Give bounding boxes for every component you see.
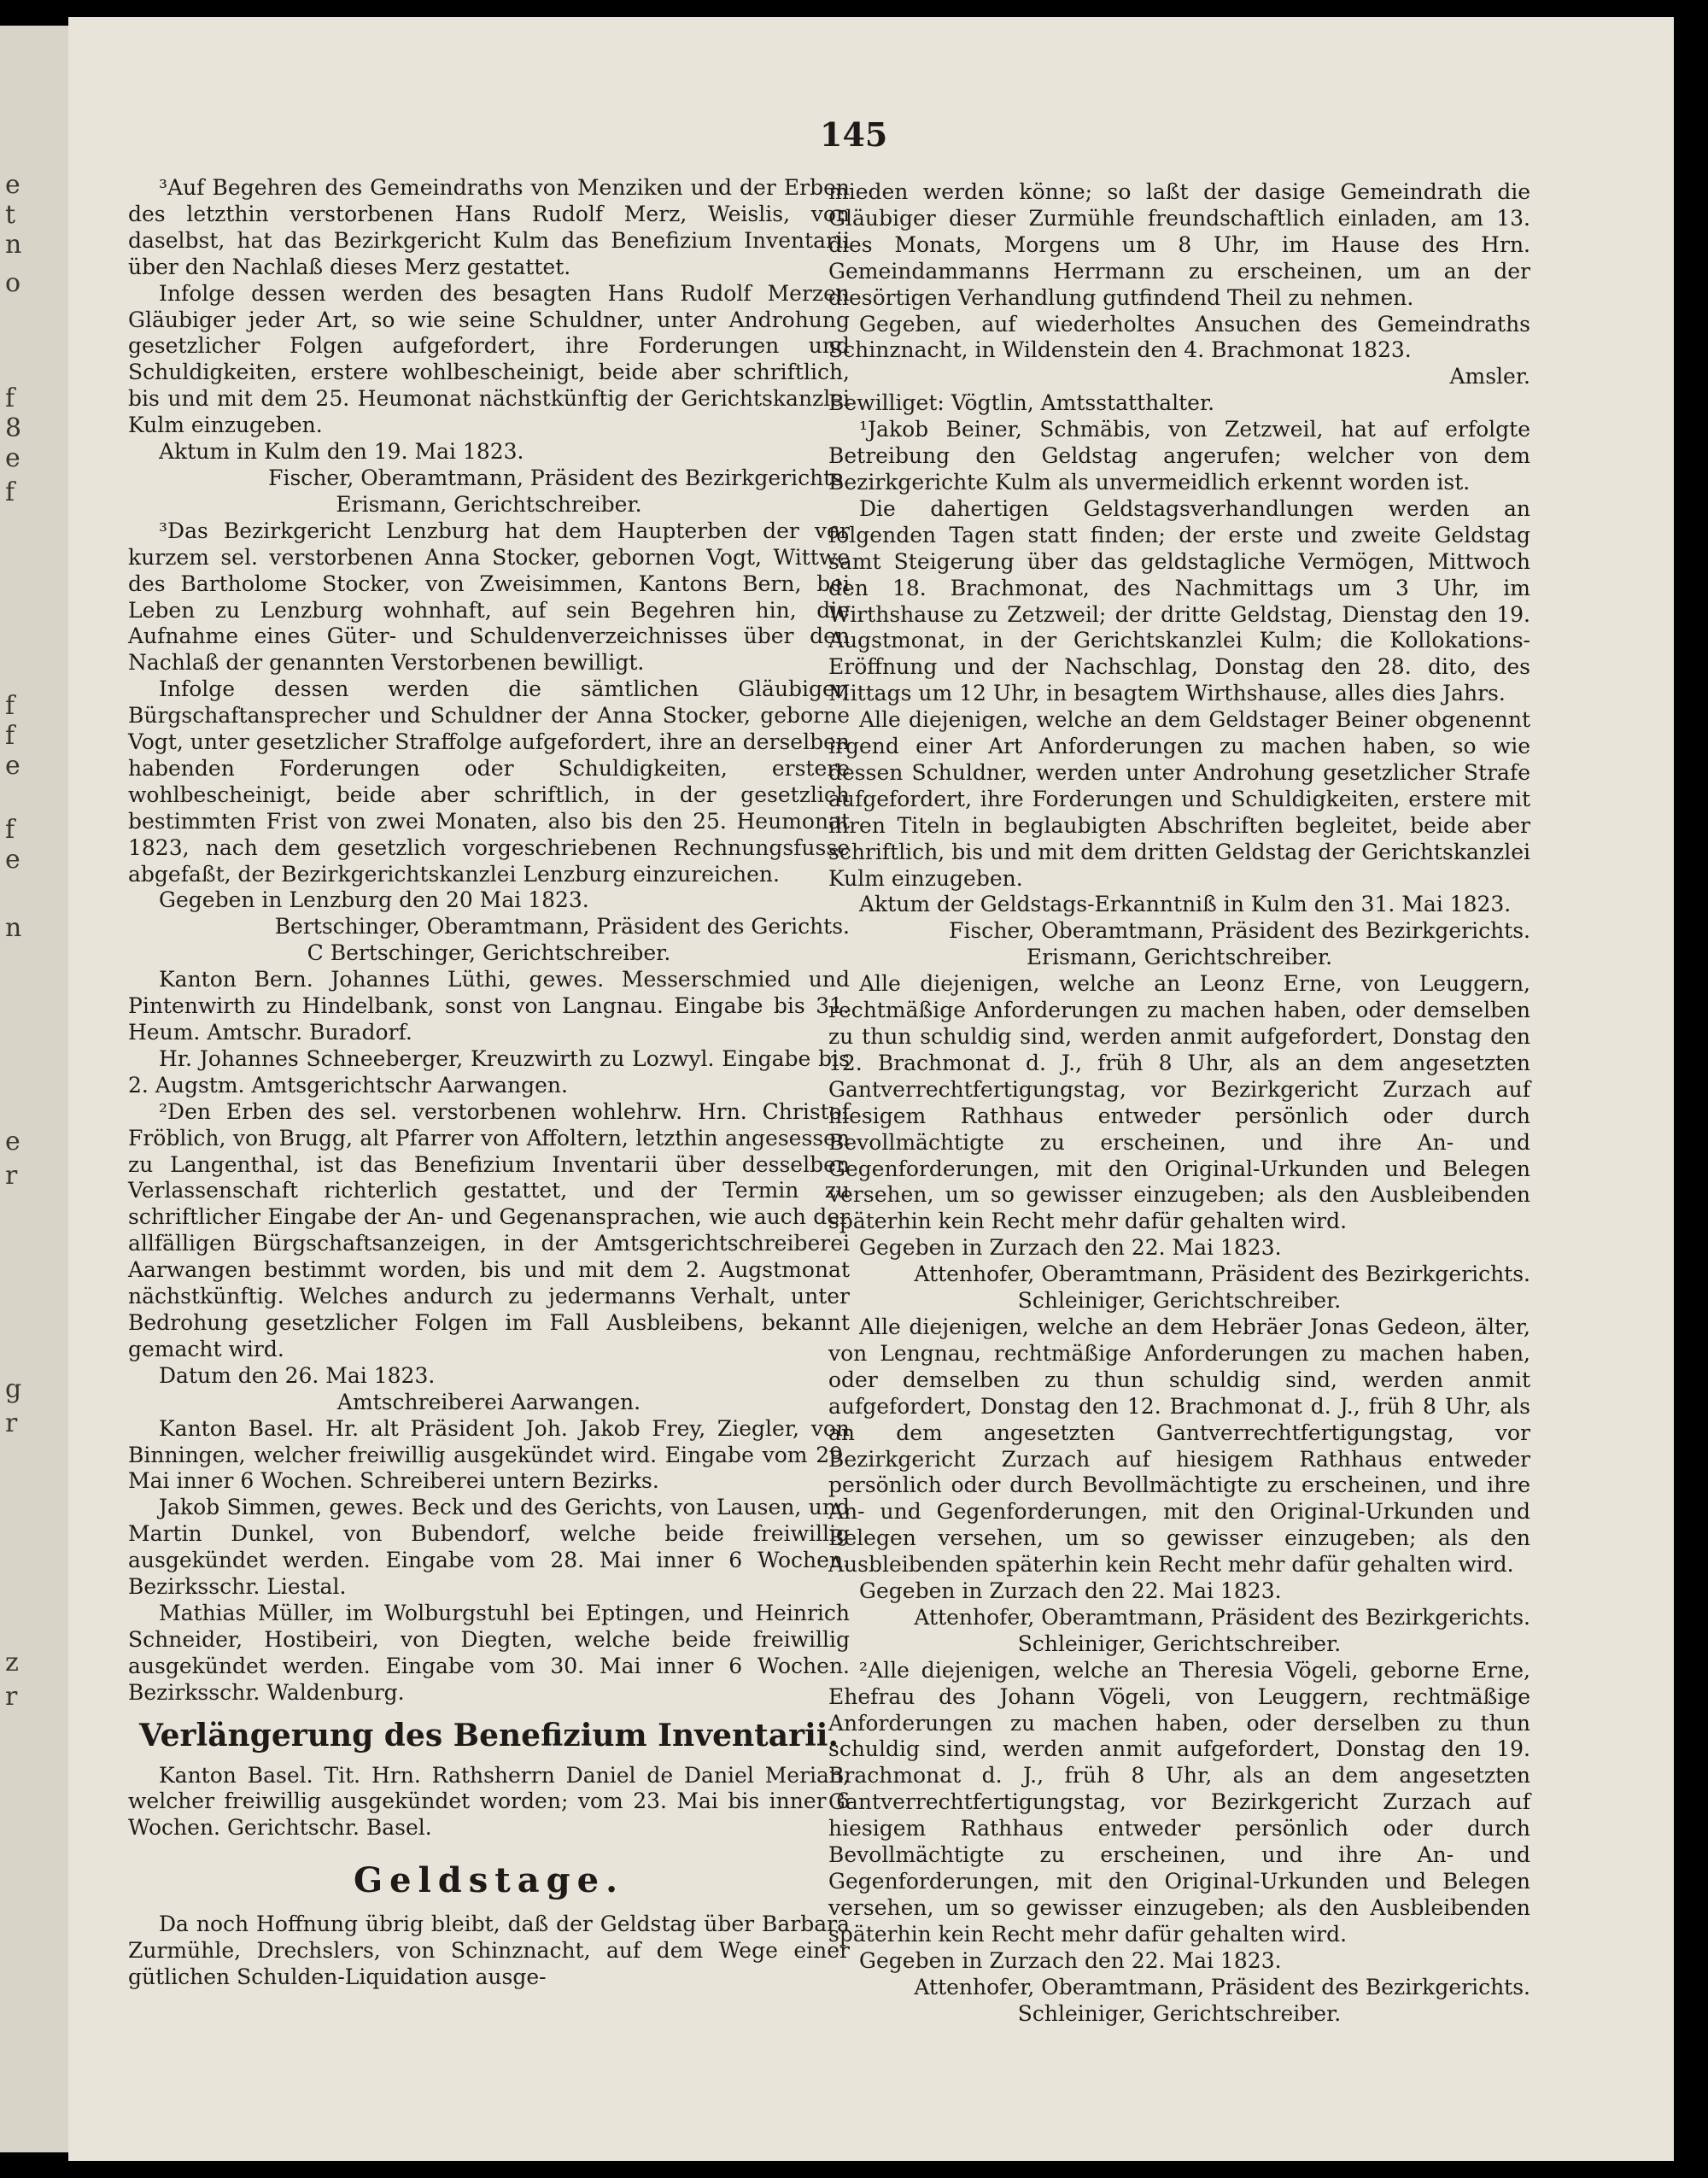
- notice-paragraph: Jakob Simmen, gewes. Beck und des Gerichts, von Lausen, und Martin Dunkel, von Bubendorf, welche beide freiwillig ausgekündet werden. Eingabe vom 28. Mai inner 6 Wochen. Bezirksschr. Liestal.: [128, 1495, 850, 1600]
- notice-paragraph: Kanton Bern. Johannes Lüthi, gewes. Messerschmied und Pintenwirth zu Hindelbank, sonst von Langnau. Eingabe bis 31. Heum. Amtschr. Buradorf.: [128, 967, 850, 1045]
- facing-page-letter: r: [5, 1408, 18, 1438]
- facing-page-letter: e: [5, 751, 20, 781]
- facing-page-letter: r: [5, 1161, 18, 1191]
- section-heading: Verlängerung des Benefizium Inventarii.: [139, 1717, 839, 1754]
- notice-paragraph: ³Das Bezirkgericht Lenzburg hat dem Haupterben der vor kurzem sel. verstorbenen Anna Stocker, gebornen Vogt, Wittwe des Bartholome Stocker, von Zweisimmen, Kantons Bern, bei Leben zu Lenzburg wohnhaft, auf sein Begehren hin, die Aufnahme eines Güter- und Schuldenverzeichnisses über den Nachlaß der genannten Verstorbenen bewilligt.: [128, 518, 850, 676]
- notice-paragraph: Die dahertigen Geldstagsverhandlungen werden an folgenden Tagen statt finden; der erste und zweite Geldstag samt Steigerung über das geldstagliche Vermögen, Mittwoch den 18. Brachmonat, des Nachmittags um 3 Uhr, im Wirthshause zu Zetzweil; der dritte Geldstag, Dienstag den 19. Augstmonat, in der Gerichtskanzlei Kulm; die Kollokations-Eröffnung und der Nachschlag, Donstag den 28. dito, des Mittags um 12 Uhr, in besagtem Wirthshause, alles dies Jahrs.: [828, 495, 1530, 706]
- facing-page-letter: f: [5, 383, 15, 413]
- signature-line: Schleiniger, Gerichtschreiber.: [1017, 2000, 1342, 2026]
- notice-paragraph: Alle diejenigen, welche an Leonz Erne, von Leuggern, rechtmäßige Anforderungen zu machen haben, oder demselben zu thun schuldig sind, werden anmit aufgefordert, Donstag den 12. Brachmonat d. J., früh 8 Uhr, als an dem angesetzten Gantverrechtfertigungstag, vor Bezirkgericht Zurzach auf hiesigem Rathhaus entweder persönlich oder durch Bevollmächtigte zu erscheinen, und ihre An- und Gegenforderungen, mit den Original-Urkunden und Belegen versehen, um so gewisser einzugeben; als den Ausbleibenden späterhin kein Recht mehr dafür gehalten wird.: [828, 971, 1530, 1234]
- facing-page-letter: f: [5, 691, 15, 721]
- signature-line: Attenhofer, Oberamtmann, Präsident des Bezirkgerichts.: [914, 1604, 1530, 1630]
- facing-page-letter: e: [5, 443, 20, 473]
- facing-page-letter: o: [5, 268, 21, 298]
- signature-line: Schleiniger, Gerichtschreiber.: [1017, 1288, 1342, 1314]
- facing-page-letter: n: [5, 230, 22, 260]
- notice-paragraph: Gegeben in Lenzburg den 20 Mai 1823.: [159, 887, 589, 913]
- facing-page-letter: g: [5, 1374, 22, 1404]
- notice-paragraph: Infolge dessen werden die sämtlichen Gläubiger, Bürgschaftansprecher und Schuldner der Anna Stocker, geborne Vogt, unter gesetzlicher Straffolge aufgefordert, ihre an derselben habenden Forderungen oder Schuldigkeiten, erstere wohlbescheinigt, beide aber schriftlich, in der gesetzlich bestimmten Frist von zwei Monaten, also bis den 25. Heumonat 1823, nach dem gesetzlich vorgeschriebenen Rechnungsfusse abgefaßt, der Bezirkgerichtskanzlei Lenzburg einzureichen.: [128, 676, 850, 887]
- facing-page-letter: n: [5, 913, 22, 943]
- facing-page-letter: 8: [5, 413, 22, 443]
- facing-page-letter: e: [5, 170, 20, 200]
- page-number: 145: [820, 115, 888, 154]
- notice-paragraph: Bewilliget: Vögtlin, Amtsstatthalter.: [828, 390, 1215, 416]
- signature-line: Fischer, Oberamtmann, Präsident des Bezirkgerichts.: [949, 918, 1530, 944]
- facing-page-letter: r: [5, 1682, 18, 1712]
- signature-line: Schleiniger, Gerichtschreiber.: [1017, 1631, 1342, 1656]
- signature-line: Erismann, Gerichtschreiber.: [1026, 945, 1333, 970]
- right-column: [828, 179, 1530, 2027]
- signature-line: Fischer, Oberamtmann, Präsident des Bezirkgerichts.: [268, 465, 850, 490]
- signature-line: C Bertschinger, Gerichtschreiber.: [307, 940, 671, 966]
- notice-paragraph: Alle diejenigen, welche an dem Hebräer Jonas Gedeon, älter, von Lengnau, rechtmäßige Anforderungen zu machen haben, oder demselben zu thun schuldig sind, werden anmit aufgefordert, Donstag den 12. Brachmonat d. J., früh 8 Uhr, als an dem angesetzten Gantverrechtfertigungstag, vor Bezirkgericht Zurzach auf hiesigem Rathhaus entweder persönlich oder durch Bevollmächtigte zu erscheinen, und ihre An- und Gegenforderungen, mit den Original-Urkunden und Belegen versehen, um so gewisser einzugeben; als den Ausbleibenden späterhin kein Recht mehr dafür gehalten wird.: [828, 1314, 1530, 1578]
- signature-line: Amtschreiberei Aarwangen.: [336, 1389, 641, 1414]
- section-heading: Geldstage.: [353, 1860, 625, 1901]
- facing-page-letter: f: [5, 721, 15, 751]
- notice-paragraph: ¹Jakob Beiner, Schmäbis, von Zetzweil, hat auf erfolgte Betreibung den Geldstag angerufen; welcher von dem Bezirkgerichte Kulm als unvermeidlich erkennt worden ist.: [828, 417, 1530, 495]
- facing-page-letter: f: [5, 815, 15, 845]
- notice-paragraph: Alle diejenigen, welche an dem Geldstager Beiner obgenennt irgend einer Art Anforderungen zu machen haben, so wie dessen Schuldner, werden unter Androhung gesetzlicher Strafe aufgefordert, ihre Forderungen und Schuldigkeiten, erstere mit ihren Titeln in beglaubigten Abschriften begleitet, beide aber schriftlich, bis und mit dem dritten Geldstag der Gerichtskanzlei Kulm einzugeben.: [828, 707, 1530, 891]
- notice-paragraph: Kanton Basel. Tit. Hrn. Rathsherrn Daniel de Daniel Merian, welcher freiwillig ausgekündet worden; vom 23. Mai bis inner 6 Wochen. Gerichtschr. Basel.: [128, 1762, 850, 1841]
- notice-paragraph: Aktum der Geldstags-Erkanntniß in Kulm den 31. Mai 1823.: [859, 892, 1512, 917]
- signature-line: Amsler.: [1449, 364, 1530, 389]
- notice-paragraph: mieden werden könne; so laßt der dasige Gemeindrath die Gläubiger dieser Zurmühle freundschaftlich einladen, am 13. dies Monats, Morgens um 8 Uhr, im Hause des Hrn. Gemeindammanns Herrmann zu erscheinen, um an der diesörtigen Verhandlung gutfindend Theil zu nehmen.: [828, 179, 1530, 310]
- notice-paragraph: Kanton Basel. Hr. alt Präsident Joh. Jakob Frey, Ziegler, von Binningen, welcher freiwillig ausgekündet wird. Eingabe vom 29. Mai inner 6 Wochen. Schreiberei untern Bezirks.: [128, 1415, 850, 1494]
- facing-page-letter: e: [5, 845, 20, 875]
- facing-page-letter: z: [5, 1648, 19, 1677]
- notice-paragraph: Aktum in Kulm den 19. Mai 1823.: [159, 439, 524, 465]
- notice-paragraph: Gegeben in Zurzach den 22. Mai 1823.: [859, 1947, 1282, 1973]
- facing-page-letter: e: [5, 1127, 20, 1156]
- notice-paragraph: Gegeben in Zurzach den 22. Mai 1823.: [859, 1235, 1282, 1261]
- notice-paragraph: Mathias Müller, im Wolburgstuhl bei Eptingen, und Heinrich Schneider, Hostibeiri, von Diegten, welche beide freiwillig ausgekündet werden. Eingabe vom 30. Mai inner 6 Wochen. Bezirksschr. Waldenburg.: [128, 1600, 850, 1705]
- newspaper-page: [68, 17, 1674, 2161]
- notice-paragraph: Da noch Hoffnung übrig bleibt, daß der Geldstag über Barbara Zurmühle, Drechslers, von Schinznacht, auf dem Wege einer gütlichen Schulden-Liquidation ausge-: [128, 1912, 850, 1990]
- facing-page-edge: [0, 26, 71, 2152]
- facing-page-letter: t: [5, 200, 16, 230]
- signature-line: Attenhofer, Oberamtmann, Präsident des Bezirkgerichts.: [914, 1262, 1530, 1287]
- notice-paragraph: Hr. Johannes Schneeberger, Kreuzwirth zu Lozwyl. Eingabe bis 2. Augstm. Amtsgerichtschr Aarwangen.: [128, 1045, 850, 1098]
- signature-line: Attenhofer, Oberamtmann, Präsident des Bezirkgerichts.: [914, 1974, 1530, 1999]
- signature-line: Bertschinger, Oberamtmann, Präsident des Gerichts.: [274, 914, 850, 940]
- notice-paragraph: Infolge dessen werden des besagten Hans Rudolf Merzen Gläubiger jeder Art, so wie seine Schuldner, unter Androhung gesetzlicher Folgen aufgefordert, ihre Forderungen und Schuldigkeiten, erstere wohlbescheinigt, beide aber schriftlich, bis und mit dem 25. Heumonat nächstkünftig der Gerichtskanzlei Kulm einzugeben.: [128, 280, 850, 438]
- notice-paragraph: ²Den Erben des sel. verstorbenen wohlehrw. Hrn. Christof Fröblich, von Brugg, alt Pfarrer von Affoltern, letzthin angesessen zu Langenthal, ist das Benefizium Inventarii über desselben Verlassenschaft richterlich gestattet, und der Termin zu schriftlicher Eingabe der An- und Gegenansprachen, wie auch der allfälligen Bürgschaftsanzeigen, in der Amtsgerichtschreiberei Aarwangen bestimmt worden, bis und mit dem 2. Augstmonat nächstkünftig. Welches andurch zu jedermanns Verhalt, unter Bedrohung gesetzlicher Folgen im Fall Ausbleibens, bekannt gemacht wird.: [128, 1098, 850, 1361]
- facing-page-letter: f: [5, 477, 15, 507]
- notice-paragraph: Gegeben, auf wiederholtes Ansuchen des Gemeindraths Schinznacht, in Wildenstein den 4. Brachmonat 1823.: [828, 311, 1530, 363]
- notice-paragraph: Gegeben in Zurzach den 22. Mai 1823.: [859, 1578, 1282, 1604]
- notice-paragraph: Datum den 26. Mai 1823.: [159, 1362, 436, 1388]
- signature-line: Erismann, Gerichtschreiber.: [336, 491, 642, 517]
- notice-paragraph: ³Auf Begehren des Gemeindraths von Menziken und der Erben des letzthin verstorbenen Hans Rudolf Merz, Weislis, von daselbst, hat das Bezirkgericht Kulm das Benefizium Inventarii über den Nachlaß dieses Merz gestattet.: [128, 175, 850, 279]
- left-column: [128, 175, 850, 1991]
- notice-paragraph: ²Alle diejenigen, welche an Theresia Vögeli, geborne Erne, Ehefrau des Johann Vögeli, von Leuggern, rechtmäßige Anforderungen zu machen haben, oder derselben zu thun schuldig sind, werden anmit aufgefordert, Donstag den 19. Brachmonat d. J., früh 8 Uhr, als an dem angesetzten Gantverrechtfertigungstag, vor Bezirkgericht Zurzach auf hiesigem Rathhaus entweder persönlich oder durch Bevollmächtigte zu erscheinen, und ihre An- und Gegenforderungen, mit den Original-Urkunden und Belegen versehen, um so gewisser einzugeben; als den Ausbleibenden späterhin kein Recht mehr dafür gehalten wird.: [828, 1657, 1530, 1947]
